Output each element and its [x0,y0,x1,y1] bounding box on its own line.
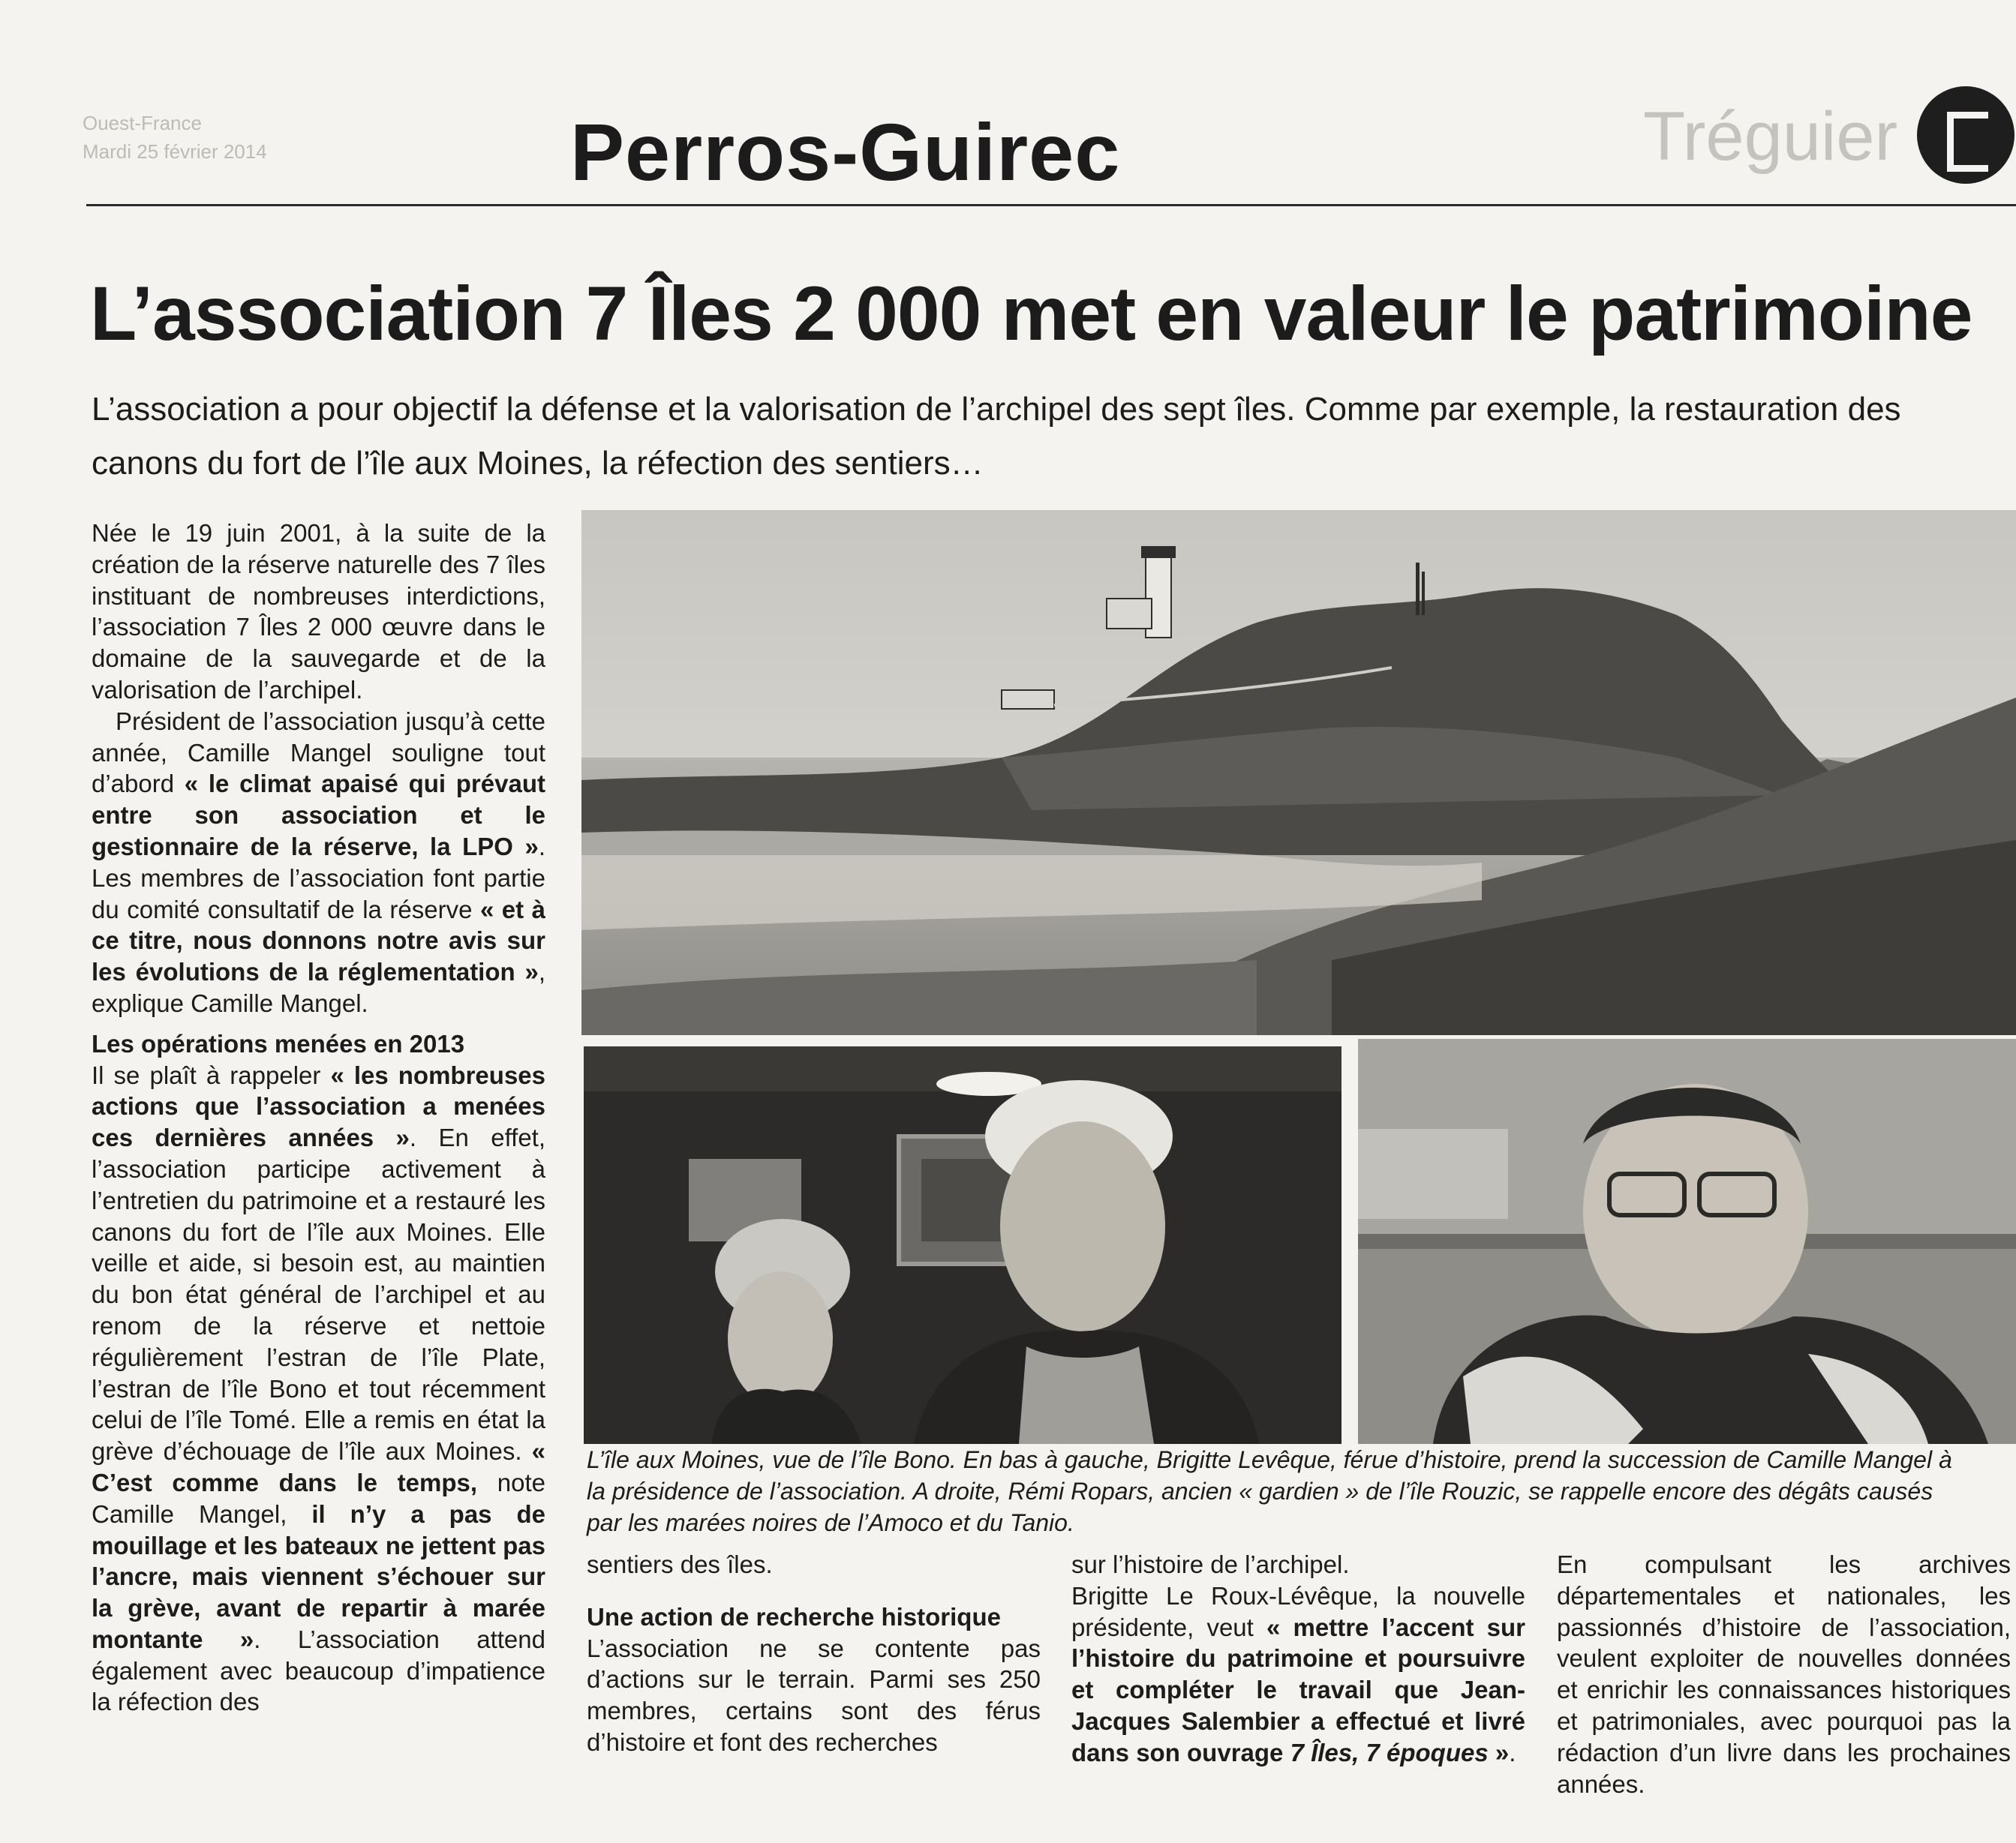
subheading: Les opérations menées en 2013 [92,1029,465,1058]
photo-caption: L’île aux Moines, vue de l’île Bono. En bas à gauche, Brigitte Levêque, férue d’histoire, prend la succession de Camille Mangel à la présidence de l’association. A droite, Rémi Ropars, ancien « gardien » de l’île Rouzic, se rappelle encore des dégâts causés par les marées noires de l’Amoco et du Tanio. [587,1446,1952,1536]
article-column-4 [1557,1549,2011,1843]
photo-presidents [584,1046,1341,1444]
paragraph: L’association ne se contente pas d’actions sur le terrain. Parmi ses 250 membres, certains sont des férus d’histoire et font des recherches [587,1634,1041,1756]
article-column-3 [1071,1549,1525,1843]
photo-ile-aux-moines [581,510,2016,1035]
next-section-title: Tréguier [1643,98,1898,175]
paragraph: sur l’histoire de l’archipel. [1071,1550,1350,1578]
paragraph: Il se plaît à rappeler « les nombreuses actions que l’association a menées ces dernières années ». En effet, l’association participe activement à l’entretien du patrimoine et a restauré les canons du fort de l’île aux Moines. Elle veille et aide, si besoin est, au maintien du bon état général de l’archipel et au renom de la réserve et nettoie régulièrement l’estran de l’île Plate, l’estran de l’île Bono et tout récemment celui de l’île Tomé. Elle a remis en état la grève d’échouage de l’île aux Moines. « C’est comme dans le temps, note Camille Mangel, il n’y a pas de mouillage et les bateaux ne jettent pas l’ancre, mais viennent s’échouer sur la grève, avant de repartir à marée montante ». L’association attend également avec beaucoup d’impatience la réfection des [92,1061,545,1716]
article-column-1 [92,518,545,1843]
masthead-rule [86,204,2016,206]
photo-remi-ropars [1358,1039,2016,1444]
paper-reference [83,109,267,166]
paragraph: Président de l’association jusqu’à cette année, Camille Mangel souligne tout d’abord « le climat apaisé qui prévaut entre son association et le gestionnaire de la réserve, la LPO ». Les membres de l’association font partie du comité consultatif de la réserve « et à ce titre, nous donnons notre avis sur les évolutions de la réglementation », explique Camille Mangel. [92,707,545,1017]
paragraph: Née le 19 juin 2001, à la suite de la création de la réserve naturelle des 7 îles instituant de nombreuses interdictions, l’association 7 Îles 2 000 œuvre dans le domaine de la sauvegarde et de la valorisation de l’archipel. [92,519,545,704]
paper-name: Ouest-France [83,112,202,134]
section-logo-icon [1917,86,2014,184]
paragraph: sentiers des îles. [587,1550,773,1578]
article-column-2 [587,1549,1041,1843]
paper-date: Mardi 25 février 2014 [83,140,267,163]
paragraph: En compulsant les archives départementales et nationales, les passionnés d’histoire de l’association, veulent exploiter de nouvelles données et enrichir les connaissances historiques et patrimoniales, avec pourquoi pas la rédaction d’un livre dans les prochaines années. [1557,1550,2011,1798]
standfirst: L’association a pour objectif la défense et la valorisation de l’archipel des sept îles. Comme par exemple, la restauration des canons du fort de l’île aux Moines, la réfection des sentiers… [92,391,1901,482]
subheading: Une action de recherche historique [587,1602,1001,1631]
paragraph: Brigitte Le Roux-Lévêque, la nouvelle présidente, veut « mettre l’accent sur l’histoire du patrimoine et poursuivre et compléter le travail que Jean-Jacques Salembier a effectué et livré dans son ouvrage 7 Îles, 7 époques ». [1071,1581,1525,1766]
headline: L’association 7 Îles 2 000 met en valeur le patrimoine [90,271,1972,356]
section-title: Perros-Guirec [570,107,1121,197]
